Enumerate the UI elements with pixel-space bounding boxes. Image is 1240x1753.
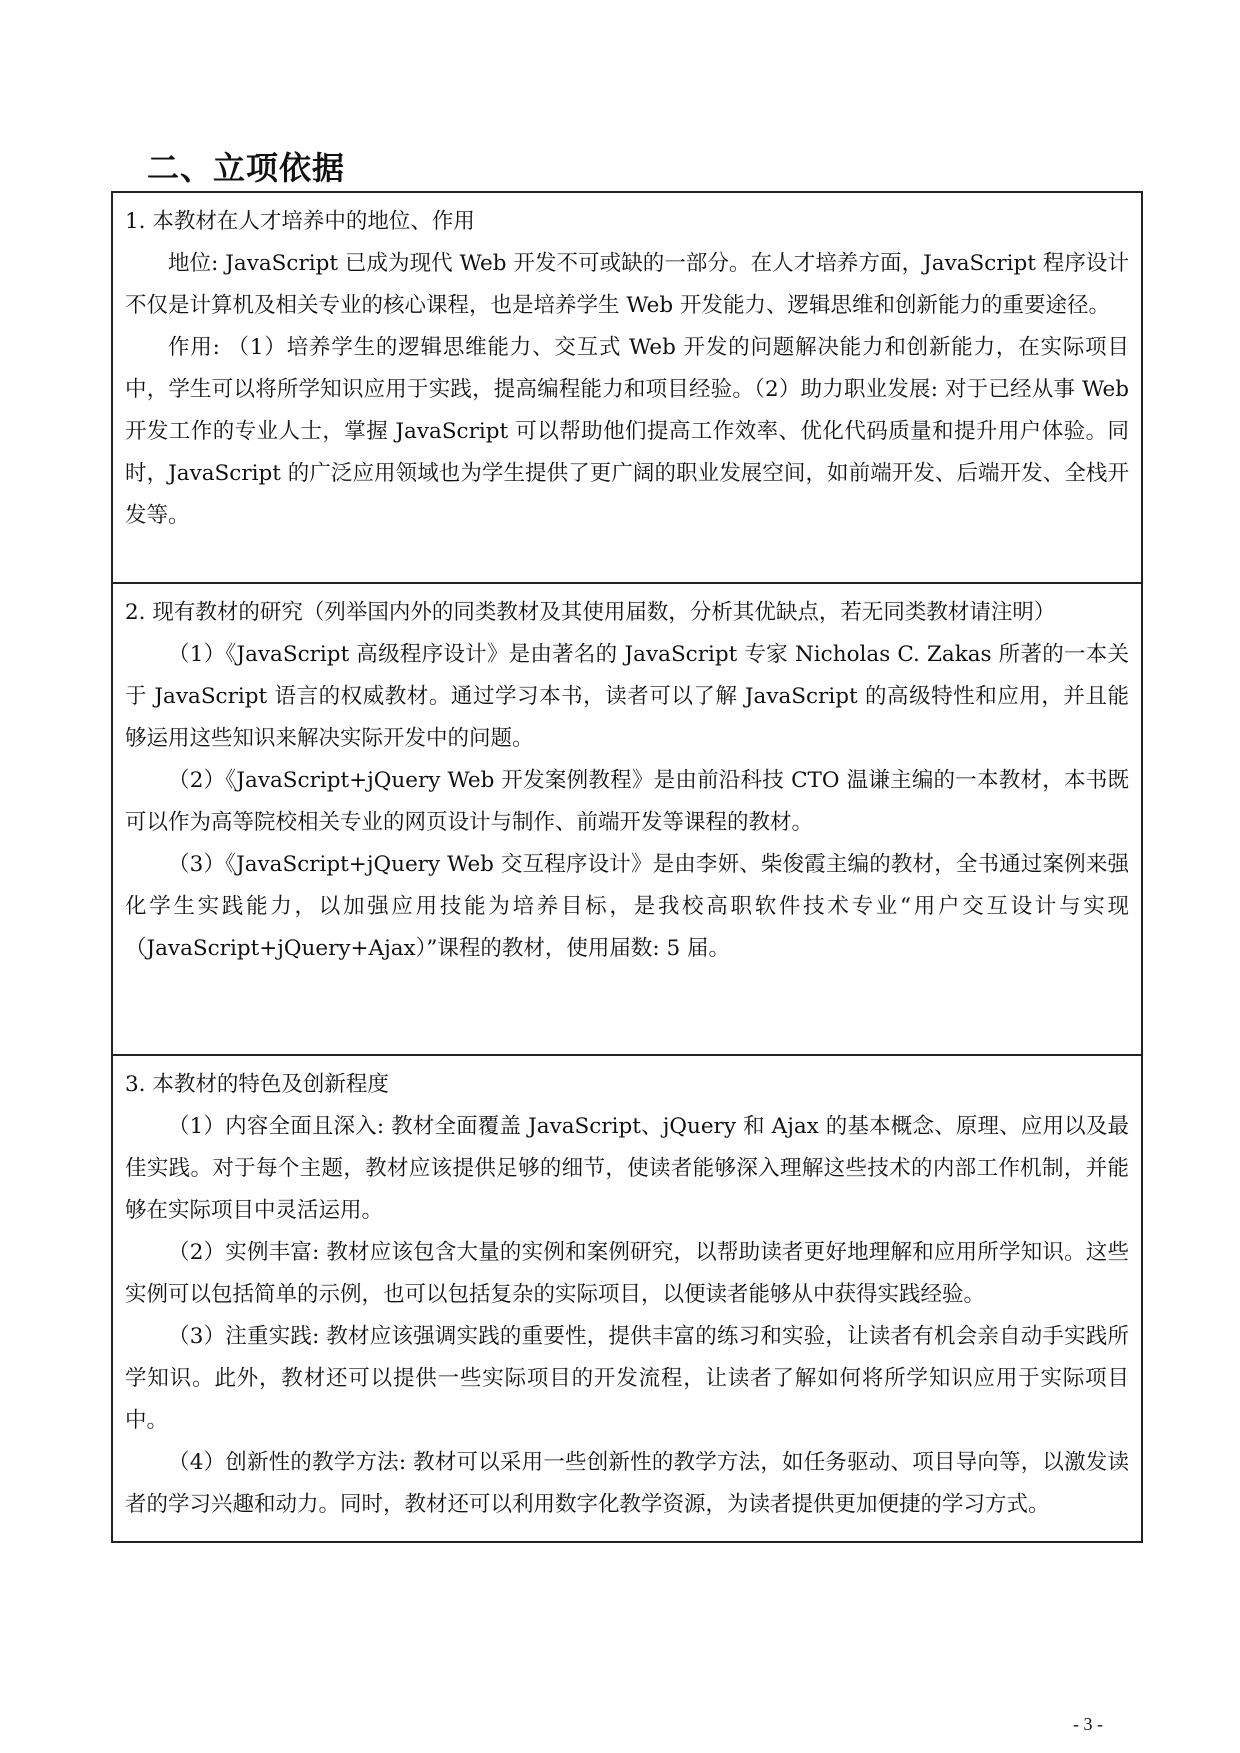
page-title: 二、立项依据 bbox=[147, 149, 346, 187]
project-basis-table bbox=[111, 191, 1143, 1543]
section-heading: 1. 本教材在人才培养中的地位、作用 bbox=[125, 209, 475, 234]
section-paragraph: （2）实例丰富: 教材应该包含大量的实例和案例研究，以帮助读者更好地理解和应用所学知识。这些实例可以包括简单的示例，也可以包括复杂的实际项目，以便读者能够从中获得实践经验。 bbox=[125, 1240, 1129, 1307]
section-paragraph: （2）《JavaScript+jQuery Web 开发案例教程》是由前沿科技 CTO 温谦主编的一本教材，本书既可以作为高等院校相关专业的网页设计与制作、前端开发等课程的教材。 bbox=[125, 768, 1129, 835]
section-paragraph: （1）内容全面且深入: 教材全面覆盖 JavaScript、jQuery 和 Ajax 的基本概念、原理、应用以及最佳实践。对于每个主题，教材应该提供足够的细节，使读者能够深入理解这些技术的内部工作机制，并能够在实际项目中灵活运用。 bbox=[125, 1114, 1129, 1223]
section-heading: 3. 本教材的特色及创新程度 bbox=[125, 1072, 389, 1097]
section-paragraph: （3）注重实践: 教材应该强调实践的重要性，提供丰富的练习和实验，让读者有机会亲自动手实践所学知识。此外，教材还可以提供一些实际项目的开发流程，让读者了解如何将所学知识应用于实际项目中。 bbox=[125, 1324, 1129, 1433]
section-paragraph: 地位: JavaScript 已成为现代 Web 开发不可或缺的一部分。在人才培养方面，JavaScript 程序设计不仅是计算机及相关专业的核心课程，也是培养学生 Web 开发能力、逻辑思维和创新能力的重要途径。 bbox=[125, 251, 1129, 318]
section-paragraph: 作用: （1）培养学生的逻辑思维能力、交互式 Web 开发的问题解决能力和创新能力，在实际项目中，学生可以将所学知识应用于实践，提高编程能力和项目经验。（2）助力职业发展: 对于已经从事 Web 开发工作的专业人士，掌握 JavaScript 可以帮助他们提高工作效率、优化代码质量和提升用户体验。同时，JavaScript 的广泛应用领域也为学生提供了更广阔的职业发展空间，如前端开发、后端开发、全栈开发等。 bbox=[125, 335, 1129, 528]
section-paragraph: （1）《JavaScript 高级程序设计》是由著名的 JavaScript 专家 Nicholas C. Zakas 所著的一本关于 JavaScript 语言的权威教材。通过学习本书，读者可以了解 JavaScript 的高级特性和应用，并且能够运用这些知识来解决实际开发中的问题。 bbox=[125, 642, 1129, 751]
section-existing-textbooks bbox=[113, 582, 1141, 1054]
section-paragraph: （3）《JavaScript+jQuery Web 交互程序设计》是由李妍、柴俊霞主编的教材，全书通过案例来强化学生实践能力，以加强应用技能为培养目标，是我校高职软件技术专业“用户交互设计与实现（JavaScript+jQuery+Ajax）”课程的教材，使用届数: 5 届。 bbox=[125, 852, 1129, 961]
section-paragraph: （4）创新性的教学方法: 教材可以采用一些创新性的教学方法，如任务驱动、项目导向等，以激发读者的学习兴趣和动力。同时，教材还可以利用数字化教学资源，为读者提供更加便捷的学习方式。 bbox=[125, 1450, 1129, 1517]
page-number: - 3 - bbox=[1073, 1714, 1103, 1734]
section-role-in-talent-training bbox=[113, 193, 1141, 582]
section-heading: 2. 现有教材的研究（列举国内外的同类教材及其使用届数，分析其优缺点，若无同类教材请注明） bbox=[125, 600, 1056, 625]
section-features-innovation bbox=[113, 1054, 1141, 1541]
